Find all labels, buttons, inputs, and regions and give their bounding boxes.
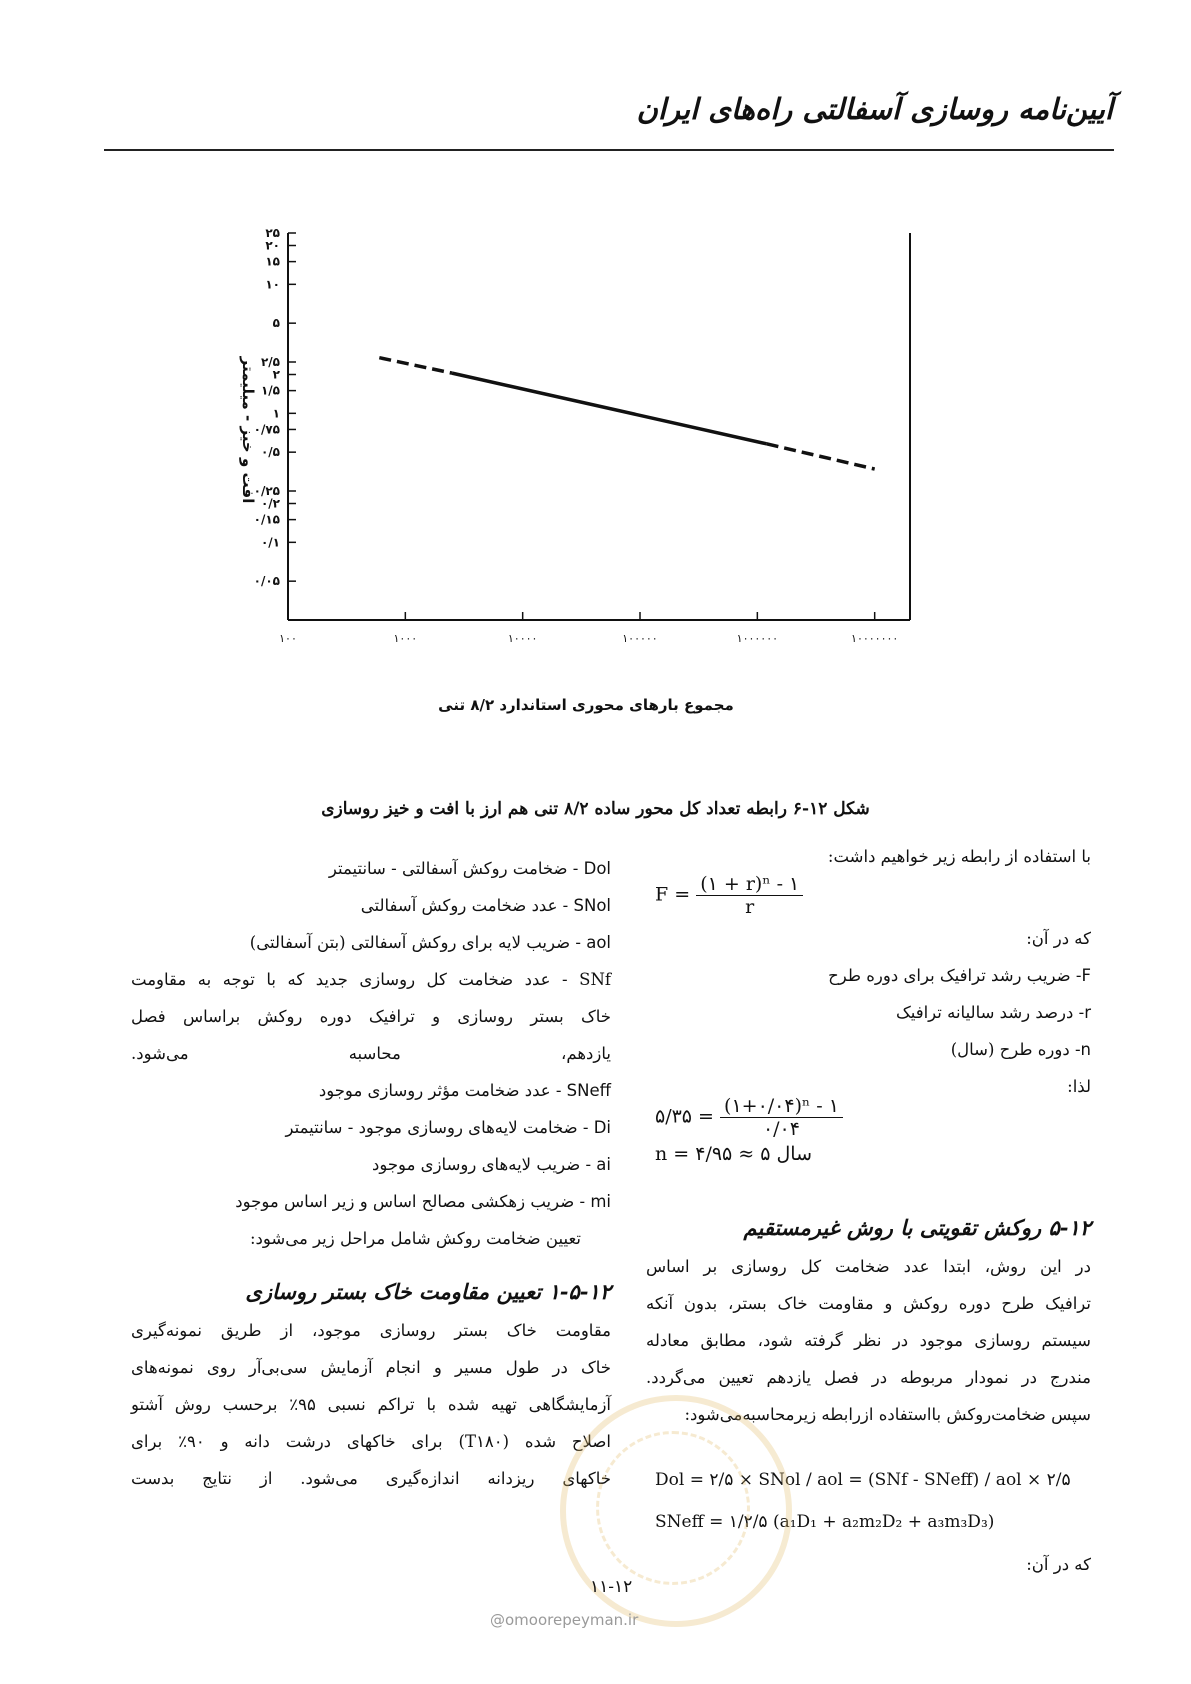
definition-text: - ضریب رشد ترافیک برای دوره طرح: [828, 966, 1082, 985]
definition-term: SNol: [573, 896, 611, 915]
definition-term: r: [1084, 1003, 1091, 1022]
deflection-line-segment: [379, 358, 452, 373]
x-tick-label: ۱۰۰۰: [393, 632, 418, 645]
right-defs: [651, 920, 1091, 1105]
where2-text: که در آن:: [1026, 1555, 1091, 1574]
definition-text: - ضریب لایه برای روکش آسفالتی (بتن آسفالتی): [249, 933, 587, 952]
paragraph-line: مندرج در نمودار مربوطه در فصل یازدهم تعیین می‌گردد.: [646, 1368, 1091, 1387]
definition-term: n: [1080, 1040, 1091, 1059]
calc-denominator: ۰/۰۴: [762, 1118, 800, 1140]
y-tick-label: ۲/۵: [260, 355, 280, 369]
definition-term: aol: [586, 933, 611, 952]
x-tick-label: ۱۰۰۰۰۰۰۰: [851, 632, 899, 645]
section-heading: ۵-۱۲ روکش تقویتی با روش غیرمستقیم: [743, 1215, 1091, 1240]
definition-item: [131, 924, 611, 961]
y-tick-label: ۰/۷۵: [253, 422, 280, 437]
calc-result: n = ۴/۹۵ ≈ ۵ سال: [655, 1143, 813, 1165]
calc-fraction: [720, 1095, 843, 1140]
watermark-url: @omoorepeyman.ir: [490, 1611, 639, 1629]
header-divider: [104, 149, 1114, 151]
left-column: [131, 850, 611, 1497]
definition-text: - عدد ضخامت مؤثر روسازی موجود: [318, 1081, 567, 1100]
y-tick-label: ۰/۵: [260, 445, 280, 460]
x-tick-label: ۱۰۰۰۰۰: [622, 632, 658, 645]
paragraph-line: خاکهای ریزدانه اندازه‌گیری می‌شود. از نتایج بدست: [131, 1469, 611, 1488]
definition-text: - ضخامت لایه‌های روسازی موجود - سانتیمتر: [285, 1118, 594, 1137]
paragraph-line: سیستم روسازی موجود در نظر گرفته شود، مطابق معادله: [646, 1331, 1091, 1350]
formula-F-fraction: [696, 873, 803, 918]
definition-term: F: [1081, 966, 1091, 985]
x-tick-label: ۱۰۰۰۰: [507, 632, 538, 645]
definition-item: [131, 1072, 611, 1109]
formula-SNeff: SNeff = ۱/۲/۵ (a₁D₁ + a₂m₂D₂ + a₃m₃D₃): [655, 1512, 995, 1532]
definition-text: - ضریب زهکشی مصالح اساس و زیر اساس موجود: [235, 1192, 591, 1211]
y-tick-label: ۲۰: [265, 238, 280, 253]
subsection-heading: ۱-۵-۱۲ تعیین مقاومت خاک بستر روسازی: [245, 1279, 611, 1304]
figure-caption: شکل ۱۲-۶ رابطه تعداد کل محور ساده ۸/۲ تنی هم ارز با افت و خیز روسازی: [321, 799, 870, 819]
snf-definition-line: SNf - عدد ضخامت کل روسازی جدید که با توجه به مقاومت: [131, 970, 611, 989]
deflection-chart: [220, 225, 1020, 725]
formula-F-lhs: F =: [655, 883, 691, 906]
calc-formula: [655, 1095, 843, 1140]
right-column: [651, 838, 1091, 875]
definition-item: [131, 887, 611, 924]
formula-F-numerator: (۱ + r)ⁿ - ۱: [696, 873, 803, 896]
formula-F-denominator: r: [745, 896, 755, 918]
x-axis-ticks: [279, 612, 898, 645]
page-header-title: آیین‌نامه روسازی آسفالتی راه‌های ایران: [636, 92, 1113, 126]
definition-term: Dol: [583, 859, 611, 878]
formula-F: [655, 873, 803, 918]
definition-item: [651, 957, 1091, 994]
snf-definition-line: خاک بستر روسازی و ترافیک دوره روکش براساس فصل: [131, 1007, 611, 1026]
definition-item: [131, 1146, 611, 1183]
definition-item: [131, 850, 611, 887]
y-axis-ticks: [254, 226, 296, 588]
x-tick-label: ۱۰۰: [279, 632, 297, 645]
paragraph-line: مقاومت خاک بستر روسازی موجود، از طریق نمونه‌گیری: [131, 1321, 611, 1340]
definition-term: SNeff: [566, 1081, 611, 1100]
chart-series: [379, 358, 874, 469]
y-tick-label: ۰/۱: [260, 535, 280, 550]
formula-Dol: Dol = ۲/۵ × SNol / aol = (SNf - SNeff) / aol × ۲/۵: [655, 1470, 1071, 1490]
paragraph-line: اصلاح شده (T۱۸۰) برای خاکهای درشت دانه و ۹۰٪ برای: [131, 1432, 611, 1451]
x-tick-label: ۱۰۰۰۰۰۰: [736, 632, 779, 645]
definition-text: - ضخامت روکش آسفالتی - سانتیمتر: [328, 859, 584, 878]
y-tick-label: ۱/۵: [260, 383, 280, 398]
y-tick-label: ۲: [272, 367, 280, 382]
definition-term: Di: [593, 1118, 611, 1137]
where-text: که در آن:: [1026, 929, 1091, 948]
page-number: ۱۱-۱۲: [590, 1577, 633, 1597]
intro-text: با استفاده از رابطه زیر خواهیم داشت:: [827, 847, 1091, 866]
y-tick-label: ۱: [272, 406, 280, 421]
definition-text: - دوره طرح (سال): [950, 1040, 1081, 1059]
deflection-line-segment: [767, 444, 875, 469]
paragraph-line: خاک در طول مسیر و انجام آزمایش سی‌بی‌آر روی نمونه‌های: [131, 1358, 611, 1377]
paragraph-line: در این روش، ابتدا عدد ضخامت کل روسازی بر اساس: [646, 1257, 1091, 1276]
y-axis-label: افت و خیز - میلیمتر: [239, 356, 257, 504]
definition-text: - درصد رشد سالیانه ترافیک: [895, 1003, 1085, 1022]
y-tick-label: ۱۰: [265, 277, 280, 292]
definition-text: - عدد ضخامت روکش آسفالتی: [360, 896, 574, 915]
deflection-line-segment: [452, 373, 767, 444]
snf-definition-line: یازدهم، محاسبه می‌شود.: [131, 1044, 611, 1063]
calc-lhs: ۵/۳۵ =: [655, 1105, 714, 1128]
paragraph-line: ترافیک طرح دوره روکش و مقاومت خاک بستر، بدون آنکه: [646, 1294, 1091, 1313]
x-axis-label: مجموع بارهای محوری استاندارد ۸/۲ تنی: [438, 696, 734, 714]
y-tick-label: ۵: [272, 316, 280, 331]
paragraph-line: آزمایشگاهی تهیه شده با تراکم نسبی ۹۵٪ برحسب روش آشتو: [131, 1395, 612, 1414]
therefore-text: لذا:: [1067, 1077, 1091, 1096]
y-tick-label: ۱۵: [265, 254, 280, 269]
chart-axes: [288, 233, 910, 620]
calc-numerator: (۱+۰/۰۴)ⁿ - ۱: [720, 1095, 843, 1118]
definition-item: [131, 1183, 611, 1220]
y-tick-label: ۲۵: [265, 226, 280, 240]
definition-term: mi: [590, 1192, 611, 1211]
y-tick-label: ۰/۲: [260, 496, 280, 511]
y-tick-label: ۰/۱۵: [253, 512, 280, 527]
para2-text: سپس ضخامت‌روکش بااستفاده ازرابطه زیرمحاسبه‌می‌شود:: [684, 1405, 1091, 1424]
definition-text: - ضریب لایه‌های روسازی موجود: [371, 1155, 597, 1174]
definition-item: [651, 1031, 1091, 1068]
definition-item: [651, 994, 1091, 1031]
steps-intro: تعیین ضخامت روکش شامل مراحل زیر می‌شود:: [249, 1229, 581, 1248]
y-tick-label: ۰/۲۵: [253, 484, 280, 498]
definition-term: ai: [596, 1155, 611, 1174]
y-tick-label: ۰/۰۵: [253, 574, 280, 589]
definition-item: [131, 1109, 611, 1146]
